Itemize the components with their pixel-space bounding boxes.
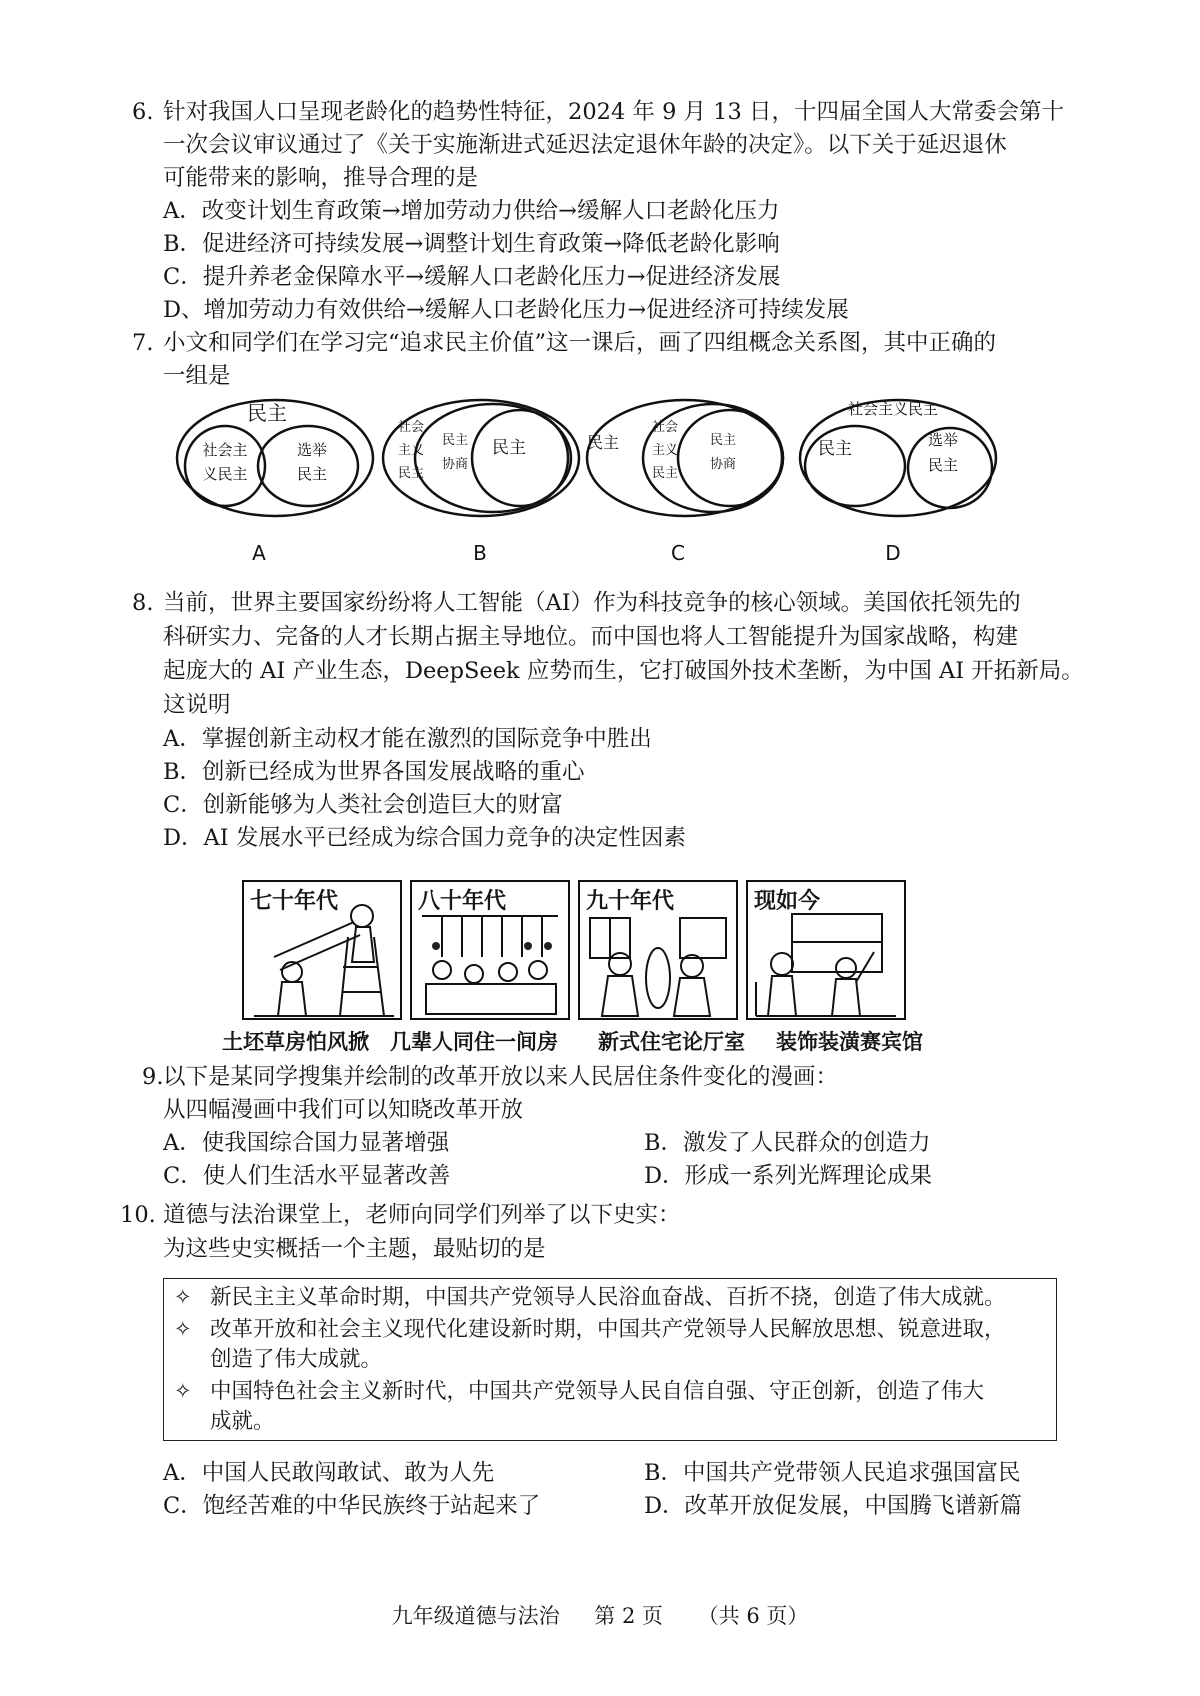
question-text-line: 当前，世界主要国家纷纷将人工智能（AI）作为科技竞争的核心领域。美国依托领先的	[163, 590, 1021, 616]
diagram-d-left-label: 民主	[818, 439, 852, 459]
diagram-c-inner-label: 协商	[709, 457, 737, 472]
diagram-b-inner-label: 民主	[492, 438, 526, 458]
comic-caption: 装饰装潢赛宾馆	[776, 1030, 923, 1054]
fact-line: 成就。	[210, 1409, 275, 1434]
diagram-a-right-label: 选举	[296, 441, 328, 459]
comic-caption: 新式住宅论厅室	[598, 1030, 745, 1054]
concept-diagrams	[175, 398, 1075, 568]
diagram-c-outer-ellipse	[587, 400, 783, 516]
option-c: C．提升养老金保障水平→缓解人口老龄化压力→促进经济发展	[163, 264, 781, 290]
diagram-d-outer-label: 社会主义民主	[847, 400, 939, 418]
question-text-line: 从四幅漫画中我们可以知晓改革开放	[163, 1097, 524, 1123]
option-a: A．使我国综合国力显著增强	[163, 1130, 450, 1156]
option-b: B．激发了人民群众的创造力	[644, 1130, 931, 1156]
diagram-b-middle-label: 协商	[441, 457, 469, 472]
question-number: 10.	[120, 1202, 156, 1228]
question-text-line: 一组是	[163, 363, 231, 389]
option-c: C．饱经苦难的中华民族终于站起来了	[163, 1493, 541, 1519]
option-d: D、增加劳动力有效供给→缓解人口老龄化压力→促进经济可持续发展	[163, 297, 849, 323]
option-d: D．形成一系列光辉理论成果	[644, 1163, 933, 1189]
comic-illustration	[412, 882, 568, 1018]
diagram-d-right-label: 选举	[927, 431, 959, 449]
bullet-icon: ✧	[174, 1379, 192, 1403]
diagram-a-left-label: 义民主	[202, 465, 248, 483]
diagram-c-letter: C	[671, 541, 685, 565]
comic-illustration	[748, 882, 904, 1018]
option-c: C．创新能够为人类社会创造巨大的财富	[163, 792, 563, 818]
diagram-d-right-label: 民主	[927, 456, 959, 474]
diagram-c-middle-label: 主义	[651, 443, 679, 458]
page-footer	[0, 1600, 1200, 1630]
question-number: 9.	[142, 1064, 164, 1090]
bullet-icon: ✧	[174, 1317, 192, 1341]
footer-page-number: 第 2 页	[594, 1604, 663, 1628]
diagram-c-middle-label: 社会	[651, 420, 679, 435]
option-d: D．AI 发展水平已经成为综合国力竞争的决定性因素	[163, 825, 686, 851]
question-text-line: 为这些史实概括一个主题，最贴切的是	[163, 1236, 546, 1262]
question-text-line: 可能带来的影响，推导合理的是	[163, 165, 479, 191]
option-a: A．中国人民敢闯敢试、敢为人先	[163, 1460, 495, 1486]
diagram-c-middle-label: 民主	[651, 466, 679, 481]
question-text-line: 起庞大的 AI 产业生态，DeepSeek 应势而生，它打破国外技术垄断，为中国 AI 开拓新局。	[163, 658, 1084, 684]
question-text-line: 科研实力、完备的人才长期占据主导地位。而中国也将人工智能提升为国家战略，构建	[163, 624, 1019, 650]
bullet-icon: ✧	[174, 1285, 192, 1309]
diagram-b-edge-label: 民主	[397, 466, 425, 481]
option-a: A．改变计划生育政策→增加劳动力供给→缓解人口老龄化压力	[163, 198, 780, 224]
question-text-line: 小文和同学们在学习完“追求民主价值”这一课后，画了四组概念关系图，其中正确的	[163, 330, 997, 356]
option-b: B．中国共产党带领人民追求强国富民	[644, 1460, 1021, 1486]
option-a: A．掌握创新主动权才能在激烈的国际竞争中胜出	[163, 726, 652, 752]
comic-caption: 土坯草房怕风掀	[222, 1030, 369, 1054]
diagram-d-left-circle	[805, 426, 905, 506]
comic-panel-today	[746, 880, 906, 1020]
question-text-line: 针对我国人口呈现老龄化的趋势性特征，2024 年 9 月 13 日，十四届全国人大常委会第十	[163, 99, 1064, 125]
diagram-b-letter: B	[473, 541, 487, 565]
diagram-b-outer-ellipse	[383, 400, 579, 516]
diagram-b-inner-circle	[472, 410, 568, 506]
question-number: 8.	[132, 590, 154, 616]
question-number: 6.	[132, 99, 154, 125]
fact-line: 新民主主义革命时期，中国共产党领导人民浴血奋战、百折不挠，创造了伟大成就。	[210, 1285, 1006, 1310]
comic-panel-90s	[578, 880, 738, 1020]
fact-line: 中国特色社会主义新时代，中国共产党领导人民自信自强、守正创新，创造了伟大	[210, 1379, 985, 1404]
option-d: D．改革开放促发展，中国腾飞谱新篇	[644, 1493, 1023, 1519]
question-number: 7.	[132, 330, 154, 356]
footer-total-pages: （共 6 页）	[697, 1604, 809, 1628]
comic-panel-70s	[242, 880, 402, 1020]
question-text-line: 以下是某同学搜集并绘制的改革开放以来人民居住条件变化的漫画：	[163, 1064, 839, 1090]
question-text-line: 一次会议审议通过了《关于实施渐进式延迟法定退休年龄的决定》。以下关于延迟退休	[163, 132, 1007, 158]
diagram-c-edge-label: 民主	[586, 433, 620, 452]
diagram-a-outer-label: 民主	[247, 401, 287, 425]
diagram-a-right-label: 民主	[296, 465, 328, 483]
comic-panel-title: 九十年代	[586, 889, 675, 914]
fact-line: 创造了伟大成就。	[210, 1347, 383, 1372]
diagram-b-edge-label: 社会	[397, 420, 425, 435]
comic-illustration	[244, 882, 400, 1018]
option-b: B．创新已经成为世界各国发展战略的重心	[163, 759, 585, 785]
comic-panel-80s	[410, 880, 570, 1020]
comic-panel-title: 八十年代	[418, 889, 507, 914]
diagram-a-letter: A	[252, 541, 266, 565]
historical-facts-box	[163, 1278, 1057, 1441]
question-text-line: 这说明	[163, 692, 231, 718]
housing-comics	[222, 880, 970, 1054]
comic-panel-title: 现如今	[754, 889, 821, 914]
diagram-b-middle-label: 民主	[441, 433, 469, 448]
footer-subject: 九年级道德与法治	[391, 1604, 560, 1628]
comic-panel-title: 七十年代	[250, 889, 339, 914]
comic-illustration	[580, 882, 736, 1018]
option-b: B．促进经济可持续发展→调整计划生育政策→降低老龄化影响	[163, 231, 780, 257]
diagram-d-letter: D	[885, 541, 901, 565]
diagram-b-edge-label: 主义	[397, 443, 425, 458]
diagram-a-left-label: 社会主	[202, 441, 248, 459]
fact-line: 改革开放和社会主义现代化建设新时期，中国共产党领导人民解放思想、锐意进取，	[210, 1317, 1006, 1342]
option-c: C．使人们生活水平显著改善	[163, 1163, 451, 1189]
diagram-c-inner-label: 民主	[709, 433, 737, 448]
question-text-line: 道德与法治课堂上，老师向同学们列举了以下史实：	[163, 1202, 681, 1228]
comic-caption: 几辈人同住一间房	[390, 1030, 558, 1054]
